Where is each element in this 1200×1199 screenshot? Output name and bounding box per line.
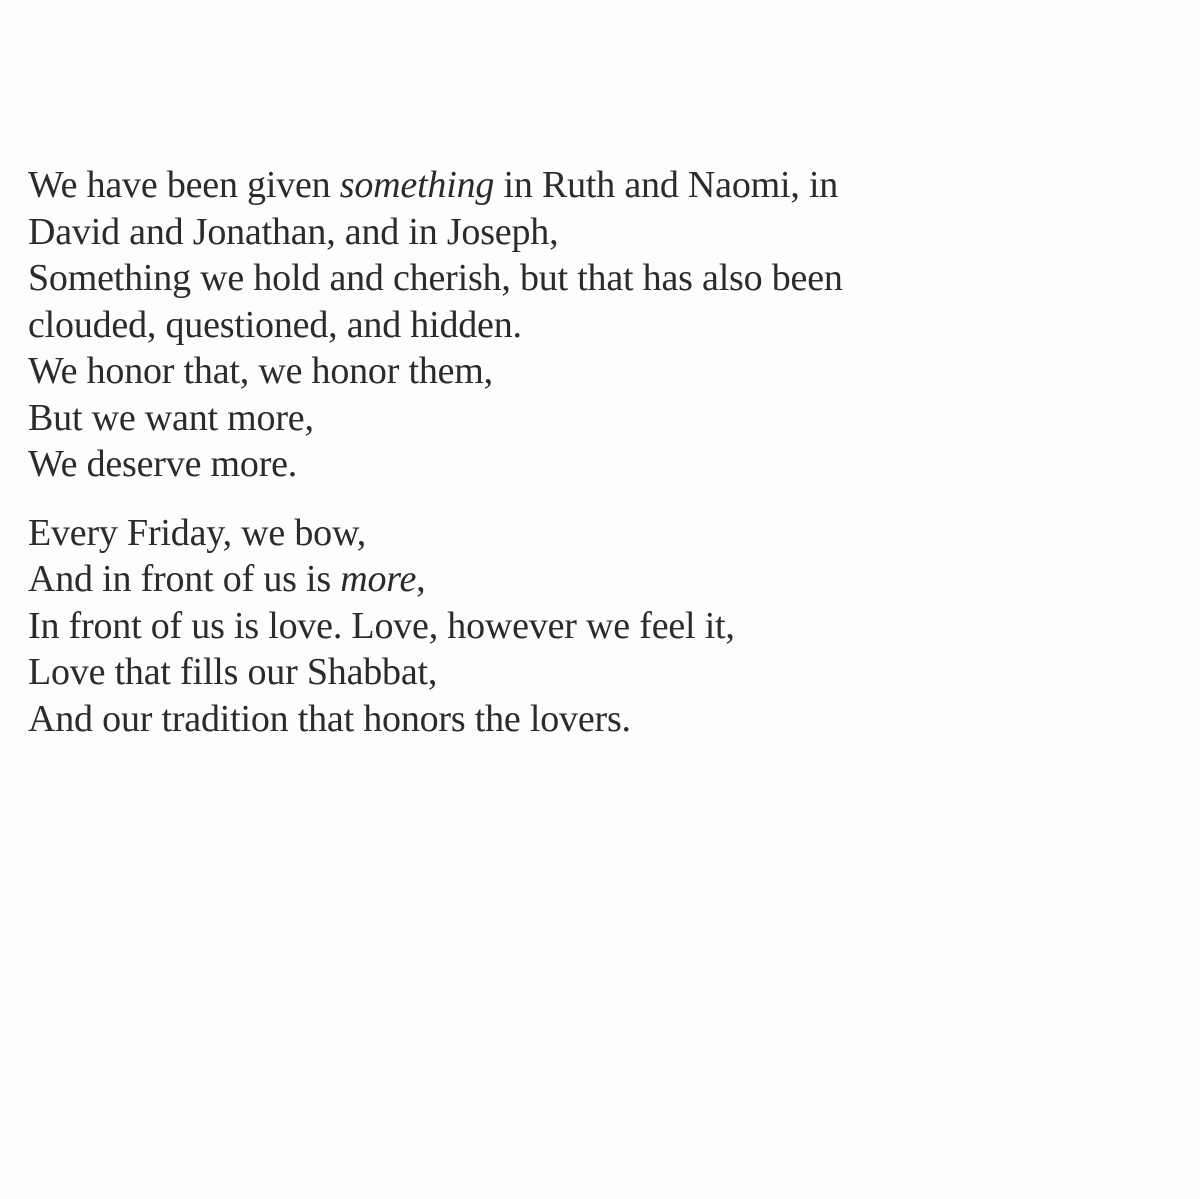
stanza-2-line-5: And our tradition that honors the lovers. (28, 697, 631, 740)
stanza-1-line-1 (28, 162, 1200, 209)
stanza-2 (28, 510, 1200, 743)
stanza-2-line-3: In front of us is love. Love, however we feel it, (28, 604, 735, 647)
stanza-1-line-3: Something we hold and cherish, but that has also been (28, 257, 843, 299)
line-text: And in front of us is (28, 558, 341, 600)
stanza-1-line-2: David and Jonathan, and in Joseph, (28, 210, 559, 253)
stanza-1-line-5: We honor that, we honor them, (28, 350, 493, 392)
stanza-1-line-7: We deserve more. (28, 443, 298, 485)
emphasized-word: something (339, 164, 495, 206)
stanza-2-line-2 (28, 556, 1200, 603)
line-text: , (416, 558, 426, 600)
stanza-1-line-4: clouded, questioned, and hidden. (28, 303, 522, 346)
stanza-2-line-4: Love that fills our Shabbat, (28, 651, 438, 693)
emphasized-word: more (340, 558, 417, 600)
line-text: We have been given (28, 164, 340, 206)
stanza-1-line-6: But we want more, (28, 396, 314, 439)
line-text: in Ruth and Naomi, in (494, 164, 839, 206)
stanza-1 (28, 162, 1200, 488)
stanza-2-line-1: Every Friday, we bow, (28, 511, 367, 554)
